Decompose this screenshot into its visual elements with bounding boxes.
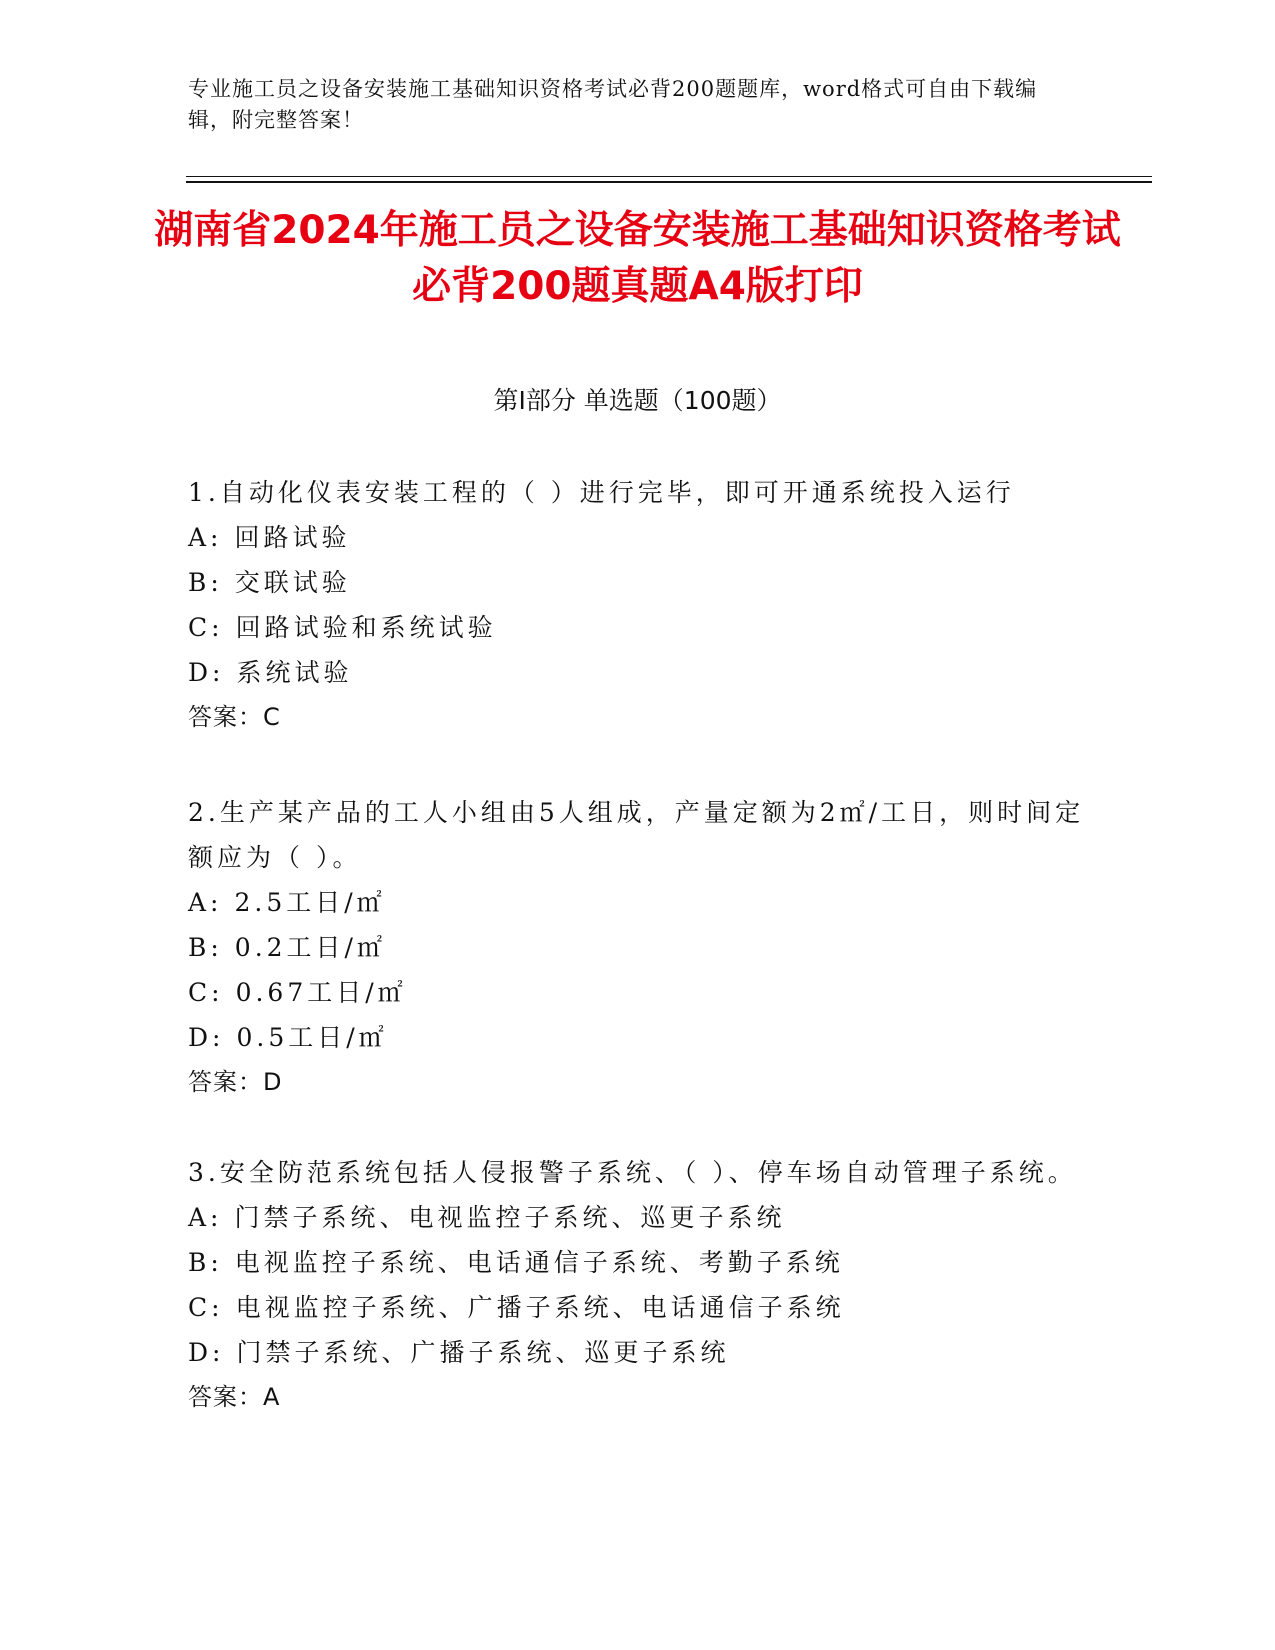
option-b [188, 925, 1088, 970]
question-stem: 3.安全防范系统包括人侵报警子系统、（ ）、停车场自动管理子系统。 [188, 1158, 1077, 1187]
option-letter: B: [188, 1248, 223, 1277]
option-b [188, 1240, 1088, 1285]
option-text: 回路试验 [234, 523, 351, 552]
option-letter: C: [188, 613, 224, 642]
option-text: 0.67工日/㎡ [235, 978, 407, 1007]
option-text: 0.5工日/㎡ [236, 1023, 388, 1052]
option-text: 0.2工日/㎡ [234, 933, 386, 962]
option-text: 2.5工日/㎡ [234, 888, 386, 917]
option-a [188, 880, 1088, 925]
question-stem: 1.自动化仪表安装工程的（ ）进行完毕，即可开通系统投入运行 [188, 478, 1015, 507]
option-c [188, 605, 1088, 650]
option-letter: A: [188, 888, 223, 917]
option-d [188, 650, 1088, 695]
option-c [188, 970, 1088, 1015]
option-text: 电视监控子系统、电话通信子系统、考勤子系统 [234, 1248, 844, 1277]
option-letter: B: [188, 568, 223, 597]
option-text: 回路试验和系统试验 [235, 613, 497, 642]
option-letter: D: [188, 1023, 225, 1052]
question-stem: 2.生产某产品的工人小组由5人组成，产量定额为2㎡/工日，则时间定额应为（ ）。 [188, 798, 1085, 872]
option-letter: D: [188, 1338, 225, 1367]
option-letter: C: [188, 1293, 224, 1322]
option-text: 电视监控子系统、广播子系统、电话通信子系统 [235, 1293, 845, 1322]
section-title: 第Ⅰ部分 单选题（100题） [493, 386, 782, 415]
option-d [188, 1330, 1088, 1375]
question-3 [188, 1150, 1088, 1420]
option-letter: B: [188, 933, 223, 962]
option-text: 交联试验 [234, 568, 351, 597]
option-text: 系统试验 [236, 658, 353, 687]
header-rule-thick [186, 181, 1152, 183]
option-d [188, 1015, 1088, 1060]
option-b [188, 560, 1088, 605]
answer-line: 答案：C [188, 703, 281, 731]
header-rule-thin [186, 176, 1152, 177]
answer-line: 答案：A [188, 1383, 281, 1411]
option-text: 门禁子系统、广播子系统、巡更子系统 [236, 1338, 730, 1367]
question-2 [188, 790, 1088, 1105]
option-letter: A: [188, 1203, 223, 1232]
option-a [188, 1195, 1088, 1240]
question-1 [188, 470, 1088, 740]
option-letter: A: [188, 523, 223, 552]
option-a [188, 515, 1088, 560]
option-text: 门禁子系统、电视监控子系统、巡更子系统 [234, 1203, 786, 1232]
option-letter: D: [188, 658, 225, 687]
header-note: 专业施工员之设备安装施工基础知识资格考试必背200题题库，word格式可自由下载编辑，附完整答案！ [188, 77, 1038, 132]
option-c [188, 1285, 1088, 1330]
document-title: 湖南省2024年施工员之设备安装施工基础知识资格考试必背200题真题A4版打印 [154, 208, 1121, 309]
answer-line: 答案：D [188, 1068, 283, 1096]
option-letter: C: [188, 978, 224, 1007]
